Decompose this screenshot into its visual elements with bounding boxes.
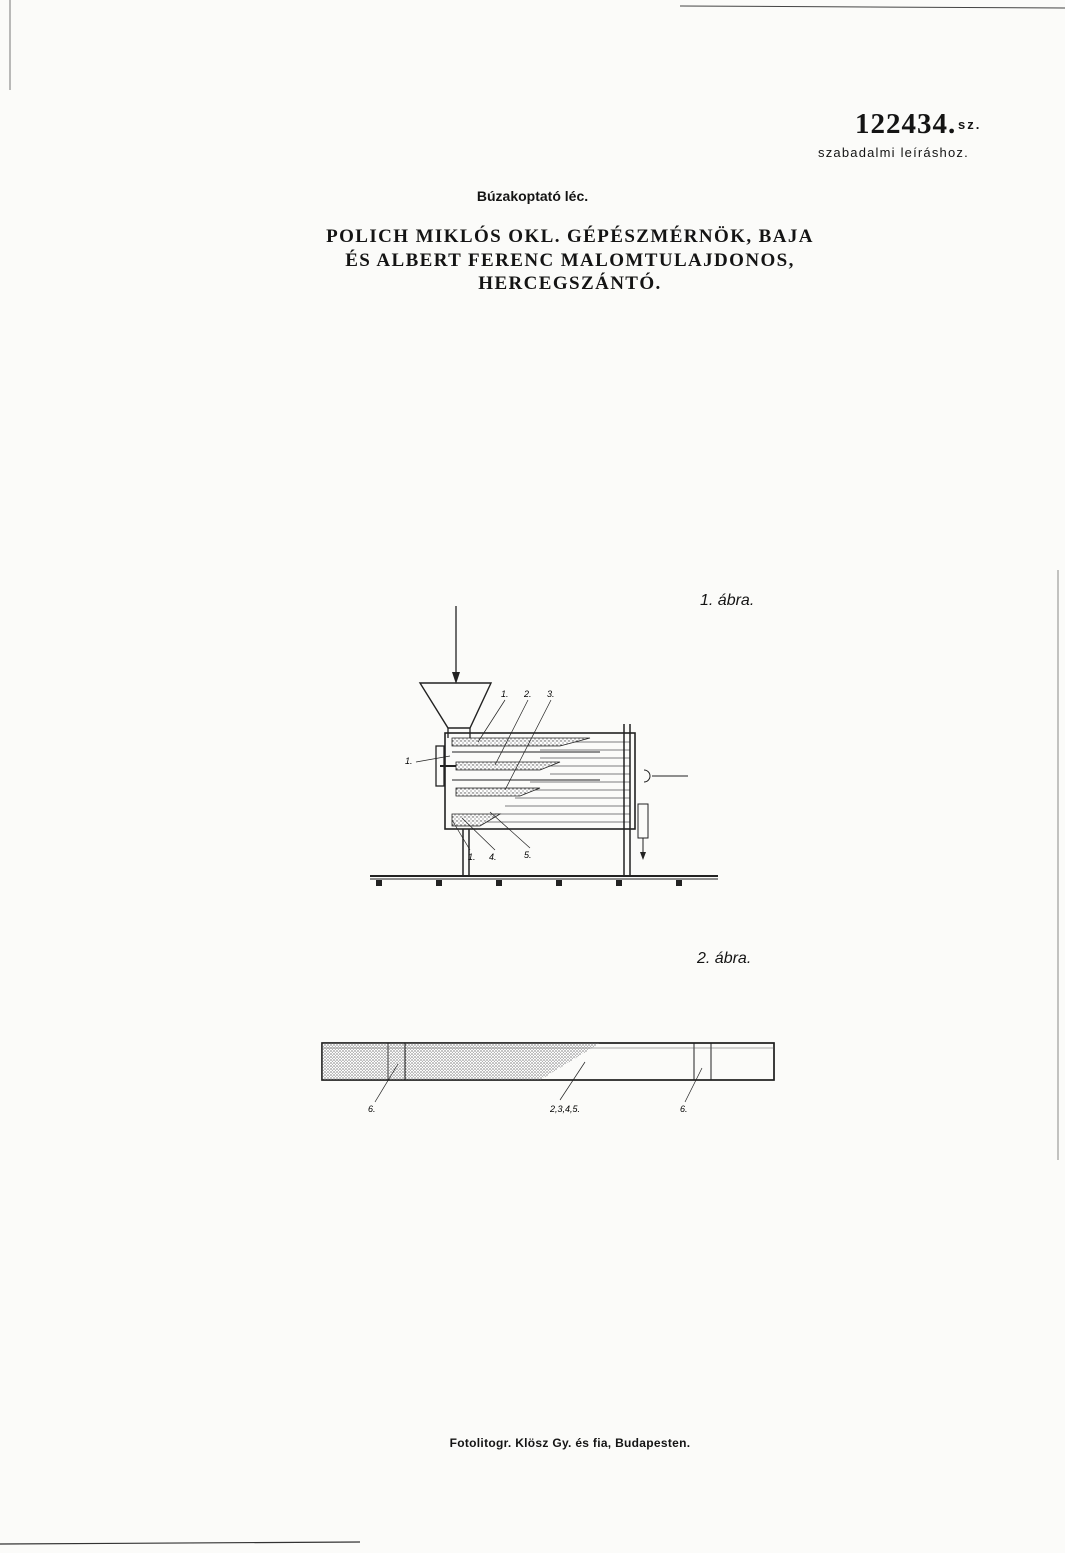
specification-label: szabadalmi leíráshoz. xyxy=(818,145,969,160)
figure-1-label: 1. ábra. xyxy=(700,592,755,609)
fig2-part-label-6-right: 6. xyxy=(680,1104,688,1114)
part-label-1c: 1. xyxy=(468,852,476,862)
patent-number: 122434. xyxy=(855,108,957,140)
part-label-4: 4. xyxy=(489,852,497,862)
printer-imprint: Fotolitogr. Klösz Gy. és fia, Budapesten. xyxy=(449,1436,691,1450)
figure-2-label: 2. ábra. xyxy=(697,950,752,967)
inventors-line-3: HERCEGSZÁNTÓ. xyxy=(478,273,662,294)
fig2-part-label-2345: 2,3,4,5. xyxy=(550,1104,581,1114)
fig2-part-label-6-left: 6. xyxy=(368,1104,376,1114)
part-label-1b: 1. xyxy=(405,756,413,766)
patent-number-suffix: sz. xyxy=(958,117,982,132)
inventors-line-2: ÉS ALBERT FERENC MALOMTULAJDONOS, xyxy=(345,250,795,271)
part-label-2: 2. xyxy=(524,689,532,699)
part-label-3: 3. xyxy=(547,689,555,699)
part-label-1: 1. xyxy=(501,689,509,699)
patent-title: Búzakoptató léc. xyxy=(476,188,589,204)
part-label-5: 5. xyxy=(524,850,532,860)
inventors-line-1: POLICH MIKLÓS OKL. GÉPÉSZMÉRNÖK, BAJA xyxy=(326,226,814,247)
